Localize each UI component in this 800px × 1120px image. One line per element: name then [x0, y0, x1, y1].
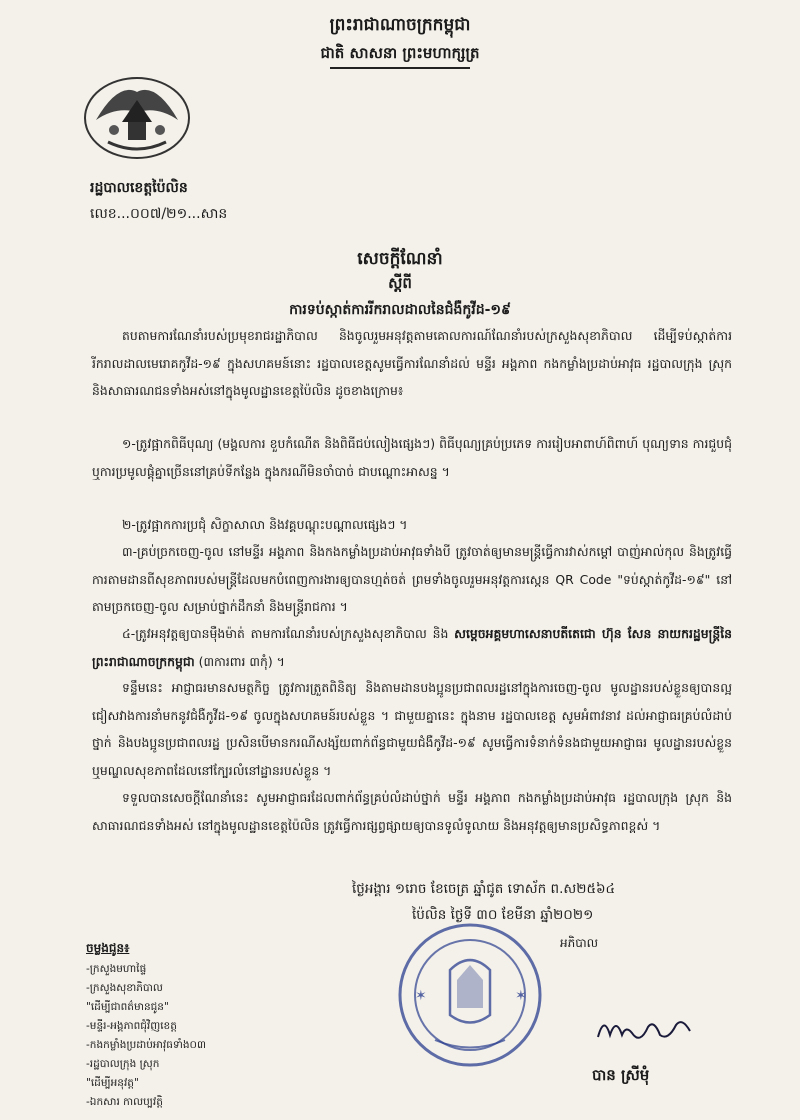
list-item: -កងកម្លាំងប្រដាប់អាវុធទាំង០៣	[86, 1039, 206, 1051]
instruction-text: ១-ត្រូវផ្អាកពិធីបុណ្យ (មង្គលការ ខួបកំណើត និងពិធីជប់លៀងផ្សេងៗ) ពិធីបុណ្យគ្រប់ប្រភេទ ការរៀបអាពាហ៍ពិពាហ៍ បុណ្យទាន ការជួបជុំ ឬការប្រមូលផ្តុំគ្នាច្រើននៅគ្រប់ទីកន្លែង ក្នុងករណីមិនចាំបាច់ ជាបណ្តោះអាសន្ន ។	[92, 436, 732, 479]
list-item: -ក្រសួងសុខាភិបាល	[86, 982, 163, 994]
handwritten-signature	[590, 1005, 700, 1055]
instruction-4-end: (៣ការពារ ៣កុំ) ។	[194, 653, 285, 669]
list-item: "ដើម្បីជាពត៌មានជូន"	[86, 1001, 169, 1013]
document-title: សេចក្តីណែនាំ	[357, 249, 443, 269]
provincial-emblem-logo	[78, 72, 196, 164]
svg-text:✶: ✶	[415, 988, 427, 1004]
document-reference-number: លេខ...០០៧/២១...សាន	[90, 206, 228, 222]
instruction-text: ៣-គ្រប់ច្រកចេញ-ចូល នៅមន្ទីរ អង្គភាព និងកងកម្លាំងប្រដាប់អាវុធទាំងបី ត្រូវចាត់ឲ្យមានមន្ត្រីធ្វើការវាស់កម្តៅ បាញ់អាល់កុល និងត្រូវធ្វើការតាមដានពីសុខភាពរបស់មន្ត្រីដែលមកបំពេញការងារឲ្យបានហ្មត់ចត់ ព្រមទាំងចូលរួមអនុវត្តការស្កេន QR Code "ទប់ស្កាត់កូវីដ-១៩" នៅតាមច្រកចេញ-ចូល សម្រាប់ថ្នាក់ដឹកនាំ និងមន្ត្រីរាជការ ។	[92, 544, 732, 614]
list-item: -ក្រសួងមហាផ្ទៃ	[86, 963, 147, 975]
signatory-name: បាន ស្រីមុំ	[592, 1066, 650, 1084]
instruction-item-3	[92, 538, 732, 621]
closing-paragraph	[92, 784, 732, 839]
recipients-list	[86, 960, 286, 1112]
instruction-item-1	[92, 430, 732, 485]
header-divider	[330, 67, 470, 69]
official-seal-stamp	[395, 920, 545, 1070]
list-item: -ឯកសារ កាលប្បវត្តិ	[86, 1096, 163, 1108]
authority-paragraph	[92, 674, 732, 784]
recipients-heading: ចម្លងជូន៖	[86, 941, 130, 955]
solar-date: ប៉ៃលិន ថ្ងៃទី ៣០ ខែមីនា ឆ្នាំ២០២១	[412, 907, 594, 923]
list-item: "ដើម្បីអនុវត្ត"	[86, 1077, 139, 1089]
closing-text: ទទួលបានសេចក្តីណែនាំនេះ សូមអាជ្ញាធរដែលពាក់ព័ន្ធគ្រប់លំដាប់ថ្នាក់ មន្ទីរ អង្គភាព កងកម្លាំងប្រដាប់អាវុធ រដ្ឋបាលក្រុង ស្រុក និងសាធារណជនទាំងអស់ នៅក្នុងមូលដ្ឋានខេត្តប៉ៃលិន ត្រូវធ្វើការផ្សព្វផ្សាយឲ្យបានទូលំទូលាយ និងអនុវត្តឲ្យមានប្រសិទ្ធភាពខ្ពស់ ។	[92, 790, 732, 833]
prime-minister-reference: សម្តេចអគ្គមហាសេនាបតីតេជោ ហ៊ុន សែន នាយករដ្ឋមន្ត្រីនៃព្រះរាជាណាចក្រកម្ពុជា	[92, 626, 732, 669]
intro-paragraph	[92, 322, 732, 405]
intro-text: តបតាមការណែនាំរបស់ប្រមុខរាជរដ្ឋាភិបាល និងចូលរួមអនុវត្តតាមគោលការណ៍ណែនាំរបស់ក្រសួងសុខាភិបាល ដើម្បីទប់ស្កាត់ការរីករាលដាលមេរោគកូវីដ-១៩ ក្នុងសហគមន៍នោះ រដ្ឋបាលខេត្តសូមធ្វើការណែនាំដល់ មន្ទីរ អង្គភាព កងកម្លាំងប្រដាប់អាវុធ រដ្ឋបាលក្រុង ស្រុក និងសាធារណជនទាំងអស់នៅក្នុងមូលដ្ឋានខេត្តប៉ៃលិន ដូចខាងក្រោម៖	[92, 328, 732, 398]
list-item: -មន្ទីរ-អង្គភាពជុំវិញខេត្ត	[86, 1020, 177, 1032]
kingdom-heading: ព្រះរាជាណាចក្រកម្ពុជា	[329, 15, 471, 35]
instruction-text	[92, 620, 732, 675]
national-motto: ជាតិ សាសនា ព្រះមហាក្សត្រ	[320, 44, 480, 62]
authority-text: ទន្ទឹមនេះ អាជ្ញាធរមានសមត្ថកិច្ច ត្រូវការត្រួតពិនិត្យ និងតាមដានបងប្អូនប្រជាពលរដ្ឋនៅក្នុងការចេញ-ចូល មូលដ្ឋានរបស់ខ្លួនឲ្យបានល្អ ជៀសវាងការនាំមកនូវជំងឺកូវីដ-១៩ ចូលក្នុងសហគមន៍របស់ខ្លួន ។ ជាមួយគ្នានេះ ក្នុងនាម រដ្ឋបាលខេត្ត សូមអំពាវនាវ ដល់អាជ្ញាធរគ្រប់លំដាប់ថ្នាក់ និងបងប្អូនប្រជាពលរដ្ឋ ប្រសិនបើមានករណីសង្ស័យពាក់ព័ន្ធជាមួយជំងឺកូវីដ-១៩ សូមធ្វើការទំនាក់ទំនងជាមួយអាជ្ញាធរ មូលដ្ឋានរបស់ខ្លួន ឬមណ្ឌលសុខភាពដែលនៅក្បែរលំនៅដ្ឋានរបស់ខ្លួន ។	[92, 680, 732, 778]
instruction-text: ២-ត្រូវផ្អាកការប្រជុំ សិក្ខាសាលា និងវគ្គបណ្តុះបណ្តាលផ្សេងៗ ។	[122, 517, 408, 532]
document-subject-label: ស្តីពី	[388, 274, 412, 292]
issuing-administration: រដ្ឋបាលខេត្តប៉ៃលិន	[90, 180, 188, 196]
svg-text:✶: ✶	[515, 988, 527, 1004]
instruction-4-start: ៤-ត្រូវអនុវត្តឲ្យបានម៉ឺងម៉ាត់ តាមការណែនាំរបស់ក្រសួងសុខាភិបាល និង	[122, 626, 455, 641]
signatory-title: អភិបាល	[560, 936, 599, 950]
lunar-date: ថ្ងៃអង្គារ ១រោច ខែចេត្រ ឆ្នាំជូត ទោស័ក ព.ស២៥៦៤	[352, 881, 616, 897]
list-item: -រដ្ឋបាលក្រុង ស្រុក	[86, 1058, 160, 1070]
document-subject: ការទប់ស្កាត់ការរីករាលដាលនៃជំងឺកូវីដ-១៩	[289, 302, 511, 318]
instruction-item-2	[92, 511, 732, 539]
instruction-item-4	[92, 620, 732, 675]
